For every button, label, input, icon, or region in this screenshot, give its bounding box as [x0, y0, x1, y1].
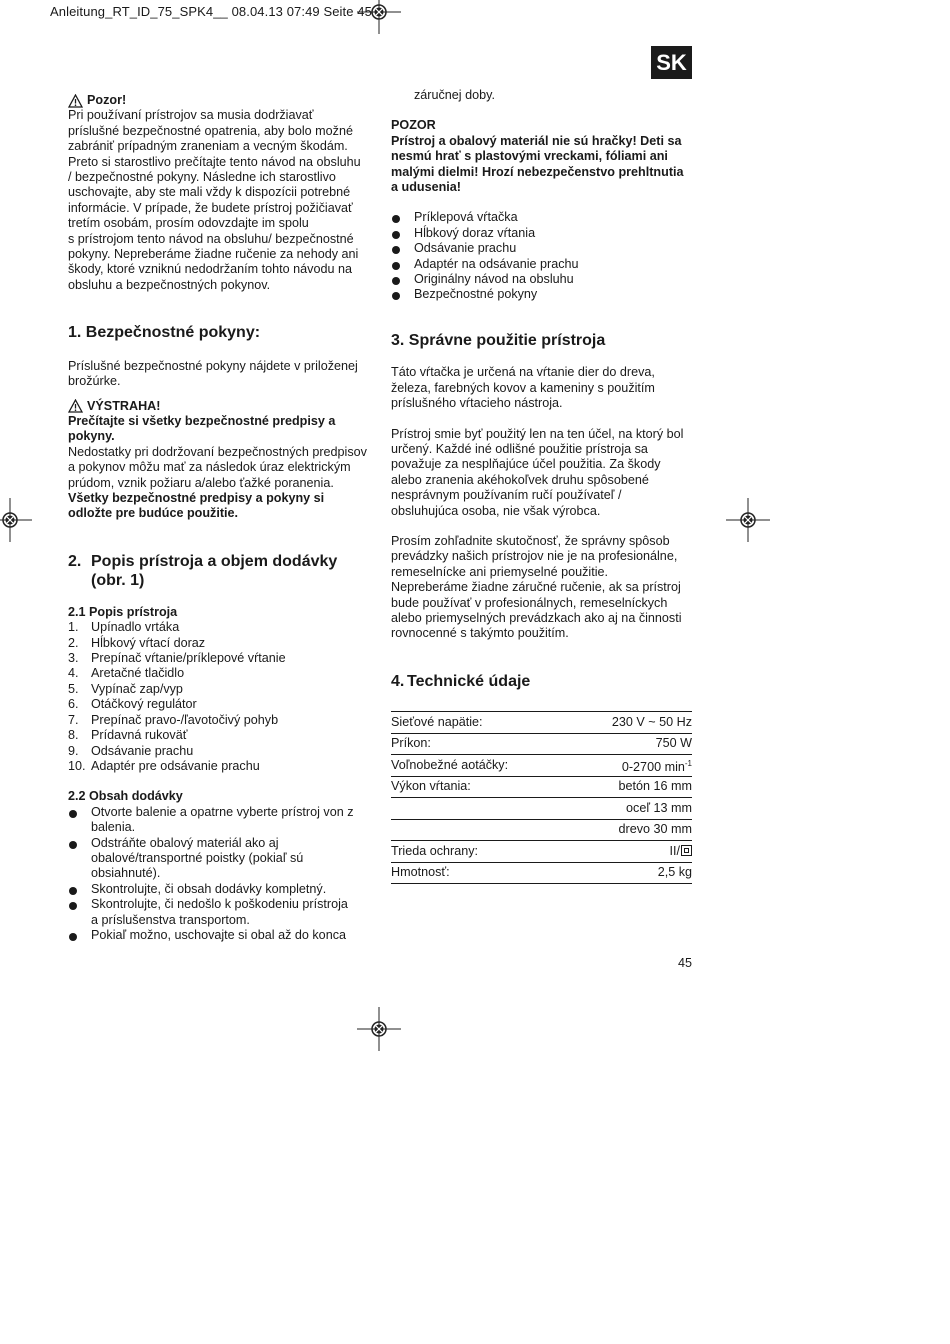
bullet-icon [68, 928, 91, 943]
list-item [391, 257, 696, 272]
parts-list [68, 620, 373, 774]
caution-text [68, 108, 373, 293]
item-text: Adaptér pre odsávanie prachu [91, 758, 260, 773]
table-row [391, 819, 692, 841]
heading-line: (obr. 1) [91, 572, 145, 590]
item-text: Upínadlo vrtáka [91, 620, 180, 635]
table-row [391, 733, 692, 755]
text-line: Prečítajte si všetky bezpečnostné predpisy a [68, 414, 336, 428]
text-line: Nepreberáme žiadne záručné ručenie, ak sa prístroj [391, 580, 681, 595]
text-line: balenia. [91, 820, 136, 835]
text-line: Preto si starostlivo prečítajte tento návod na obsluhu [68, 154, 361, 169]
table-row [391, 712, 692, 734]
item-text: Prepínač vŕtanie/príklepové vŕtanie [91, 651, 286, 666]
bullet-icon [391, 226, 414, 241]
text-line: nesprávnym používaním ručí používateľ / [391, 488, 622, 503]
heading-text: Technické údaje [407, 672, 531, 690]
text-line: Príslušné bezpečnostné pokyny nájdete v priloženej [68, 358, 358, 373]
item-text: Hĺbkový doraz vŕtania [414, 225, 536, 240]
caution-title: Pozor! [87, 93, 127, 107]
pozor-title: POZOR [391, 118, 436, 133]
item-number: 9. [68, 743, 79, 758]
text-line: informácie. V prípade, že budete prístroj požičiavať [68, 200, 353, 215]
item-number: 6. [68, 697, 79, 712]
spec-value: 2,5 kg [570, 862, 692, 884]
warning-title: VÝSTRAHA! [87, 398, 161, 413]
list-item [68, 666, 373, 681]
text-line: Pokiaľ možno, uschovajte si obal až do konca [91, 927, 346, 942]
contents-list [391, 210, 696, 302]
registration-mark-bottom-icon [357, 1007, 401, 1051]
item-text: Odsávanie prachu [414, 241, 517, 256]
bullet-icon [68, 897, 91, 928]
text-line: pokyny. [68, 429, 115, 444]
section-2-title [68, 552, 373, 591]
text-line: alebo zranenia akéhokoľvek druhu spôsobené [391, 472, 649, 487]
text-line: určený. Každé iné odlišné použitie prístroja sa [391, 442, 648, 456]
text-line: považuje za nesplňajúce účel použitia. Za škody [391, 457, 661, 472]
bullet-icon [391, 241, 414, 256]
text-line: prúdom, vznik požiaru a/alebo ťažké poranenia. [68, 475, 334, 490]
pozor-text [391, 134, 696, 196]
list-item [68, 636, 373, 651]
print-header: Anleitung_RT_ID_75_SPK4__ 08.04.13 07:49 Seite 45 [50, 4, 372, 19]
text-line: Nedostatky pri dodržovaní bezpečnostných predpisov [68, 444, 367, 459]
list-item [68, 620, 373, 635]
section-3-title: 3. Správne použitie prístroja [391, 331, 606, 349]
continued-text: záručnej doby. [414, 88, 495, 102]
spec-label [391, 819, 570, 841]
item-text: Hĺbkový vŕtací doraz [91, 635, 206, 650]
list-item [68, 805, 373, 836]
item-number: 5. [68, 681, 79, 696]
spec-value-text: 0-2700 min [621, 760, 685, 775]
section-number: 2. [68, 552, 82, 570]
table-row [391, 776, 692, 798]
text-line: Skontrolujte, či obsah dodávky kompletný. [91, 881, 327, 896]
section-4-title [391, 672, 696, 692]
spec-value-text: II/ [669, 843, 680, 858]
spec-label [391, 798, 570, 820]
item-text: Vypínač zap/vyp [91, 681, 183, 696]
bullet-icon [391, 257, 414, 272]
list-item [391, 287, 696, 302]
spec-label: Voľnobežné aotáčky: [391, 755, 570, 777]
language-badge: SK [651, 46, 692, 79]
item-text: Prepínač pravo-/ľavotočivý pohyb [91, 712, 279, 727]
text-line: uschovajte, aby ste mali vždy k dispozícii potrebné [68, 185, 351, 200]
text-line: rovnocenné s takýmto použitím. [391, 626, 569, 641]
text-line: príslušného vŕtacieho nástroja. [391, 396, 563, 411]
text-line: s prístrojom tento návod na obsluhu/ bezpečnostné [68, 231, 354, 246]
registration-mark-left-icon [0, 498, 32, 542]
list-item [68, 651, 373, 666]
item-text: Prídavná rukoväť [91, 728, 188, 743]
text-line: Prístroj smie byť použitý len na ten účel, na ktorý bol [391, 426, 684, 441]
double-insulation-icon [681, 845, 692, 856]
item-text: Príklepová vŕtačka [414, 210, 518, 225]
list-item [68, 682, 373, 697]
text-line: obsiahnuté). [91, 866, 161, 881]
spec-value [570, 755, 692, 777]
text-line: obsluhujúca osoba, nie však výrobca. [391, 503, 601, 518]
text-line: pokyny. Nepreberáme žiadne ručenie za nehody ani [68, 247, 359, 262]
list-item [391, 272, 696, 287]
spec-label: Výkon vŕtania: [391, 776, 570, 798]
text-line: Skontrolujte, či nedošlo k poškodeniu prístroja [91, 897, 348, 912]
text-line: tretím osobám, prosím odovzdajte im spolu [68, 216, 309, 231]
item-text: Bezpečnostné pokyny [414, 287, 538, 302]
text-line: škody, ktoré vzniknú nedodržaním tohto návodu na [68, 262, 352, 277]
spec-value-exponent: -1 [684, 758, 692, 768]
text-line: železa, farebných kovov a kameniny s použitím [391, 380, 655, 395]
spec-label: Trieda ochrany: [391, 841, 570, 863]
list-item [391, 210, 696, 225]
text-line: bude používať v profesionálnych, remeselníckych [391, 595, 668, 610]
item-text: Otáčkový regulátor [91, 697, 197, 712]
text-line: remeselnícke ani priemyselné použitie. [391, 564, 608, 579]
text-line: príslušné bezpečnostné opatrenia, aby bolo možné [68, 123, 353, 138]
text-line: odložte pre budúce použitie. [68, 506, 239, 521]
list-item [68, 713, 373, 728]
text-line: obalové/transportné poistky (pokiaľ sú [91, 850, 304, 865]
text-line: a udusenia! [391, 180, 461, 195]
spec-label: Príkon: [391, 733, 570, 755]
text-line: obsluhu a bezpečnostných pokynov. [68, 277, 271, 292]
page-number: 45 [677, 956, 692, 970]
item-text: Aretačné tlačidlo [91, 666, 185, 681]
text-line: Odstráňte obalový materiál ako aj [91, 835, 279, 850]
list-item [68, 928, 373, 943]
subsection-2-2-title: 2.2 Obsah dodávky [68, 789, 183, 804]
item-text: Adaptér na odsávanie prachu [414, 256, 579, 271]
text-line: Prístroj a obalový materiál nie sú hračky! Deti sa [391, 133, 682, 148]
spec-value: 750 W [570, 733, 692, 755]
section-3-paragraph-3 [391, 534, 696, 642]
spec-value [570, 841, 692, 863]
section-1-text [68, 359, 373, 390]
spec-label: Hmotnosť: [391, 862, 570, 884]
text-line: prevádzky našich prístrojov nie je na profesionálne, [391, 549, 678, 564]
spec-value: betón 16 mm [570, 776, 692, 798]
section-3-paragraph-2 [391, 427, 696, 519]
bullet-icon [68, 836, 91, 882]
spec-value: oceľ 13 mm [570, 798, 692, 820]
text-line: brožúrke. [68, 374, 121, 389]
list-item [68, 882, 373, 897]
bullet-icon [68, 882, 91, 897]
table-row [391, 862, 692, 884]
text-line: malými dielmi! Hrozí nebezpečenstvo prehltnutia [391, 164, 684, 179]
list-item [68, 897, 373, 928]
text-line: Všetky bezpečnostné predpisy a pokyny si [68, 491, 325, 506]
text-line: Táto vŕtačka je určená na vŕtanie dier do dreva, [391, 365, 655, 380]
item-number: 8. [68, 728, 79, 743]
subsection-2-1-title: 2.1 Popis prístroja [68, 604, 178, 619]
text-line: alebo priemyselných prevádzkach ako aj na činnosti [391, 611, 682, 626]
bullet-icon [391, 210, 414, 225]
table-row [391, 755, 692, 777]
text-line: nesmú hrať s plastovými vreckami, fóliami ani [391, 149, 668, 164]
bullet-icon [68, 805, 91, 836]
section-3-paragraph-1 [391, 365, 696, 411]
item-number: 1. [68, 620, 79, 635]
bullet-icon [391, 272, 414, 287]
spec-value: drevo 30 mm [570, 819, 692, 841]
spec-label: Sieťové napätie: [391, 712, 570, 734]
text-line: a príslušenstva transportom. [91, 912, 250, 927]
text-line: Otvorte balenie a opatrne vyberte prístroj von z [91, 804, 354, 819]
right-column [391, 88, 696, 884]
list-item [68, 728, 373, 743]
list-item [391, 241, 696, 256]
spec-value: 230 V ~ 50 Hz [570, 712, 692, 734]
heading-line: Popis prístroja a objem dodávky [91, 552, 338, 570]
text-line: a pokynov môžu mať za následok úraz elektrickým [68, 460, 351, 475]
item-number: 4. [68, 666, 79, 681]
warning-triangle-icon [68, 399, 83, 413]
section-1-title: 1. Bezpečnostné pokyny: [68, 324, 261, 342]
section-number: 4. [391, 672, 405, 690]
technical-data-table [391, 711, 692, 884]
left-column [68, 93, 373, 943]
text-line: Pri používaní prístrojov sa musia dodržiavať [68, 108, 314, 123]
item-number: 10. [68, 758, 86, 773]
text-line: zabrániť prípadným zraneniam a vecným škodám. [68, 139, 348, 154]
item-number: 3. [68, 651, 79, 666]
registration-mark-right-icon [726, 498, 770, 542]
list-item [68, 836, 373, 882]
bullet-icon [391, 287, 414, 302]
warning-heading [68, 399, 373, 414]
registration-mark-top-icon [357, 0, 401, 34]
warning-text [68, 414, 373, 522]
list-item [391, 226, 696, 241]
warning-triangle-icon [68, 94, 83, 108]
caution-heading [68, 93, 373, 108]
item-text: Odsávanie prachu [91, 743, 194, 758]
list-item [68, 759, 373, 774]
item-number: 7. [68, 712, 79, 727]
item-text: Originálny návod na obsluhu [414, 272, 574, 287]
list-item [68, 697, 373, 712]
list-item [68, 744, 373, 759]
text-line: Prosím zohľadnite skutočnosť, že správny spôsob [391, 534, 670, 549]
text-line: / bezpečnostné pokyny. Následne ich starostlivo [68, 170, 336, 185]
table-row [391, 798, 692, 820]
item-number: 2. [68, 635, 79, 650]
delivery-steps-list [68, 805, 373, 944]
table-row [391, 841, 692, 863]
